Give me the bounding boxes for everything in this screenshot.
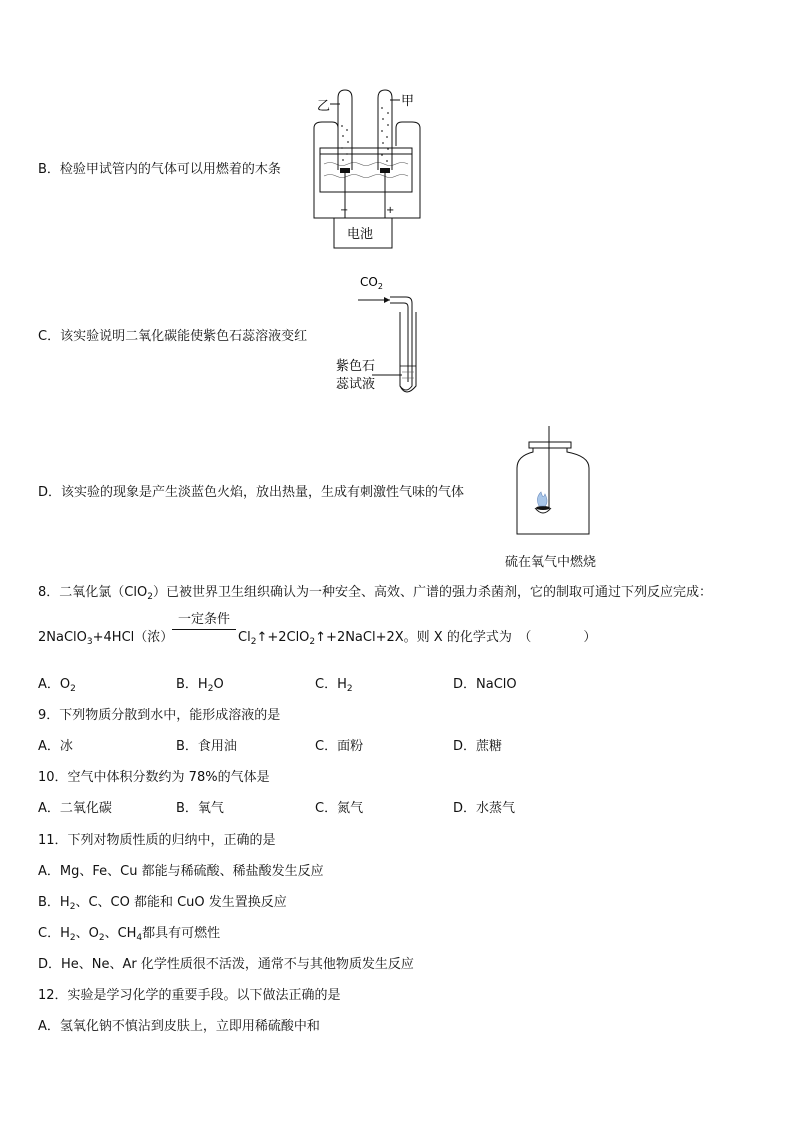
eq-left-sub: 3 [86, 637, 93, 647]
q11-option-c[interactable] [38, 925, 220, 943]
q10-option-a[interactable]: A．二氧化碳 [38, 801, 112, 816]
q11-option-b[interactable] [38, 894, 287, 912]
option-b-letter: B． [38, 162, 60, 177]
q8-option-a-letter: A． [38, 677, 60, 692]
eq-right-part2: ↑+2ClO [256, 630, 310, 645]
q11-option-b-sub: 2 [69, 902, 76, 912]
q11-stem: 11．下列对物质性质的归纳中，正确的是 [38, 833, 276, 848]
q11-option-b-part2: 、C、CO 都能和 CuO 发生置换反应 [75, 895, 287, 910]
q10-stem: 10．空气中体积分数约为 78%的气体是 [38, 770, 270, 785]
q8-stem-part1: 8．二氧化氯（ClO [38, 585, 148, 600]
option-d-text: 该实验的现象是产生淡蓝色火焰，放出热量，生成有刺激性气味的气体 [61, 485, 465, 500]
q8-stem [38, 584, 712, 602]
option-d [38, 484, 464, 502]
q8-option-c-sub: 2 [346, 684, 353, 694]
eq-right-part1: Cl [238, 630, 251, 645]
eq-right-part3: ↑+2NaCl+2X。则 X 的化学式为 （ ） [315, 630, 597, 645]
q11-option-c-sub3: 4 [136, 933, 143, 943]
q9-option-c[interactable]: C．面粉 [315, 739, 364, 754]
q8-stem-sub: 2 [147, 592, 153, 602]
q8-option-d-text: NaClO [476, 677, 517, 692]
q8-option-c-letter: C． [315, 677, 338, 692]
reagent-label-line2: 蕊试液 [336, 377, 376, 392]
q8-option-c-text: H [337, 677, 347, 692]
sulfur-figure-caption: 硫在氧气中燃烧 [505, 555, 597, 570]
option-c-letter: C． [38, 329, 61, 344]
eq-right-sub1: 2 [250, 637, 257, 647]
q8-option-c[interactable] [315, 676, 353, 694]
q11-option-c-part2: 、O [75, 926, 99, 941]
plus-sign: + [386, 205, 395, 216]
q8-option-a-text: O [59, 677, 71, 692]
q9-option-b[interactable]: B．食用油 [176, 739, 237, 754]
q9-option-a[interactable]: A．冰 [38, 739, 73, 754]
minus-sign: − [340, 205, 349, 216]
q8-option-b-sub: 2 [207, 684, 214, 694]
option-b-text: 检验甲试管内的气体可以用燃着的木条 [59, 162, 281, 177]
q8-option-b-text: H [197, 677, 208, 692]
eq-left-part2: +4HCl（浓） [92, 630, 174, 645]
eq-left-part1: 2NaClO [38, 630, 87, 645]
option-c-text: 该实验说明二氧化碳能使紫色石蕊溶液变红 [60, 329, 308, 344]
q10-option-b[interactable]: B．氧气 [176, 801, 224, 816]
q8-equation-left [38, 629, 173, 647]
q11-option-d[interactable]: D．He、Ne、Ar 化学性质很不活泼，通常不与其他物质发生反应 [38, 957, 414, 972]
condition-text: 一定条件 [177, 612, 230, 627]
co2-label: $CO_2$ [360, 275, 383, 291]
q11-option-b-part1: B．H [38, 895, 70, 910]
q8-option-b-letter: B． [176, 677, 198, 692]
q11-option-c-part3: 、CH [104, 926, 137, 941]
q11-option-c-part4: 都具有可燃性 [142, 926, 221, 941]
q10-option-d[interactable]: D．水蒸气 [453, 801, 516, 816]
q8-option-a[interactable] [38, 676, 76, 694]
q12-stem: 12．实验是学习化学的重要手段。以下做法正确的是 [38, 988, 341, 1003]
q8-option-a-sub: 2 [70, 684, 76, 694]
battery-label: 电池 [347, 227, 374, 242]
q10-option-c[interactable]: C．氮气 [315, 801, 364, 816]
reagent-label-line1: 紫色石 [336, 359, 376, 374]
label-yi: 乙 [317, 99, 331, 114]
q11-option-a[interactable]: A．Mg、Fe、Cu 都能与稀硫酸、稀盐酸发生反应 [38, 864, 324, 879]
option-b [38, 161, 281, 179]
label-jia: 甲 [401, 94, 415, 109]
q8-option-d-letter: D． [453, 677, 477, 692]
q11-option-c-sub2: 2 [98, 933, 105, 943]
reaction-condition [172, 612, 236, 630]
q9-stem: 9．下列物质分散到水中，能形成溶液的是 [38, 708, 281, 723]
q11-option-c-part1: C．H [38, 926, 70, 941]
q9-option-d[interactable]: D．蔗糖 [453, 739, 503, 754]
sulfur-burning-figure [505, 422, 605, 542]
option-c [38, 328, 307, 346]
q12-option-a[interactable]: A．氢氧化钠不慎沾到皮肤上，立即用稀硫酸中和 [38, 1019, 320, 1034]
electrolysis-figure [300, 86, 440, 252]
q11-option-c-sub1: 2 [69, 933, 76, 943]
q8-equation-right [238, 629, 596, 647]
eq-right-sub2: 2 [309, 637, 316, 647]
option-d-letter: D． [38, 485, 62, 500]
q8-option-b-after: O [213, 677, 224, 692]
q8-stem-part2: ）已被世界卫生组织确认为一种安全、高效、广谱的强力杀菌剂，它的制取可通过下列反应完成： [152, 585, 712, 600]
q8-option-d[interactable] [453, 676, 517, 694]
q8-option-b[interactable] [176, 676, 224, 694]
co2-test-tube-figure [330, 272, 430, 402]
reaction-arrow-bar [172, 629, 236, 630]
